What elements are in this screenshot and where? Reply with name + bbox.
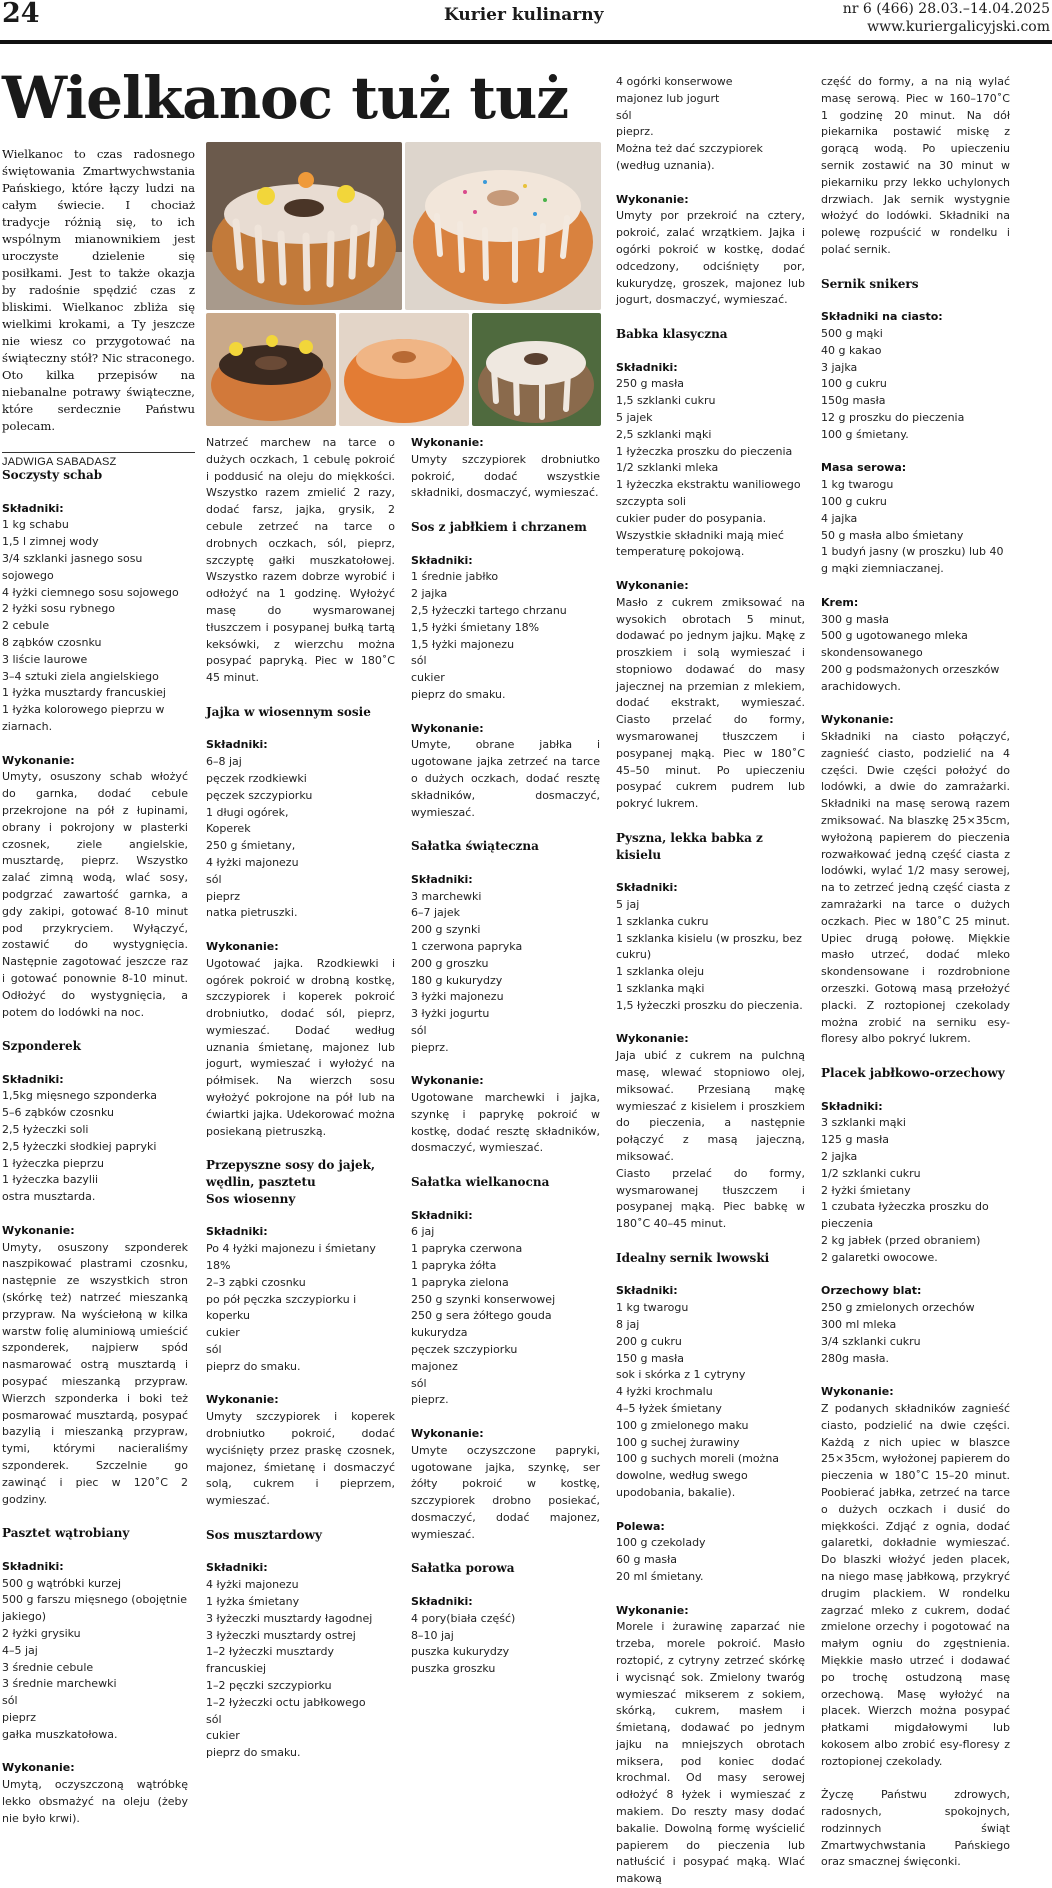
section-label: Składniki:	[2, 501, 64, 515]
ingredient-line: 180 g kukurydzy	[411, 973, 503, 987]
ingredient-line: cukier	[206, 1326, 240, 1340]
ingredient-line: 200 g groszku	[411, 956, 489, 970]
spacer	[2, 1508, 188, 1525]
ingredient-line: sól	[411, 654, 427, 668]
recipe-title: Sałatka świąteczna	[411, 839, 539, 854]
ingredient-line: 200 g szynki	[411, 923, 481, 937]
ingredient-line: Po 4 łyżki majonezu i śmietany 18%	[206, 1242, 376, 1273]
ingredient-line: sok i skórka z 1 cytryny	[616, 1368, 746, 1382]
recipe-instructions: Składniki na ciasto połączyć, zagnieść ciasto, podzielić na 4 części. Dwie części położyć do lodówki, a dwie do zamrażarki. Składniki na masę serową razem zmiksować. Na blaszkę 25×35cm, wyłożoną papierem do pieczenia rozwałkować jedną część ciasta z lodówki, wylać 1/2 masy serowej, na to zetrzeć jedną część ciasta z zamrażarki na tarce o dużych oczkach. Piec w 180˚C 25 minut. Upiec drugą połowę. Miękkie masło utrzeć, dodać mleko skondensowane i rozdrobnione orzeszki. Gotową masą przełożyć placki. Z roztopionej czekolady można zrobić na serniku esy-floresy albo pokryć lukrem.	[821, 730, 1010, 1046]
ingredient-line: 8–10 jaj	[411, 1628, 454, 1642]
ingredient-line: 2,5 łyżeczki słodkiej papryki	[2, 1139, 157, 1153]
section-label: Składniki:	[411, 1594, 473, 1608]
ingredient-line: 4 łyżki majonezu	[206, 1578, 299, 1592]
section-label: Składniki:	[616, 881, 678, 895]
spacer	[2, 1021, 188, 1038]
section-label: Wykonanie:	[411, 1427, 484, 1441]
ingredient-line: 1 szklanka oleju	[616, 965, 705, 979]
author-byline: JADWIGA SABADASZ	[2, 452, 195, 468]
ingredient-line: 40 g kakao	[821, 343, 882, 357]
ingredient-line: 3/4 szklanki jasnego sosu sojowego	[2, 551, 143, 582]
ingredient-line: 4 łyżki majonezu	[206, 855, 299, 869]
section-label: Orzechowy blat:	[821, 1284, 922, 1298]
ingredient-line: pieprz.	[411, 1393, 449, 1407]
recipe-title: Sos wiosenny	[206, 1191, 296, 1206]
ingredient-line: 250 g sera żółtego gouda	[411, 1309, 552, 1323]
ingredient-line: Wszystkie składniki mają mieć temperaturę pokojową.	[616, 528, 784, 559]
ingredient-line: 500 g wątróbki kurzej	[2, 1576, 122, 1590]
ingredient-line: ostra musztarda.	[2, 1190, 96, 1204]
spacer	[206, 721, 395, 738]
section-label: Wykonanie:	[206, 1393, 279, 1407]
ingredient-line: puszka groszku	[411, 1662, 496, 1676]
column-2	[206, 435, 395, 1762]
recipe-title: Szponderek	[2, 1039, 81, 1054]
section-label: Składniki:	[2, 1559, 64, 1573]
spacer	[411, 1056, 600, 1073]
spacer	[411, 1544, 600, 1561]
issue-info	[843, 0, 1050, 36]
column-3	[411, 435, 600, 1678]
section-label: Składniki na ciasto:	[821, 310, 943, 324]
ingredient-line: 1 czubata łyżeczka proszku do pieczenia	[821, 1200, 989, 1231]
recipe-instructions: Umyty szczypiorek drobniutko pokroić, dodać wszystkie składniki, dosmaczyć, wymieszać.	[411, 452, 600, 500]
recipe-instructions: część do formy, a na nią wylać masę serową. Piec w 160–170˚C 1 godzinę 20 minut. Na dół piekarnika postawić miskę z gorącą wodą. Po upieczeniu sernik zostawić na 30 minut w piekarniku przy lekko uchylonych drzwiach. Jak sernik wystygnie włożyć do lodówki. Składniki na polewę rozpuścić w rondelku i polać sernik.	[821, 75, 1010, 256]
ingredient-line: 4 ogórki konserwowe	[616, 75, 733, 88]
spacer	[411, 704, 600, 721]
spacer	[616, 309, 805, 326]
ingredient-line: majonez	[411, 1359, 458, 1373]
spacer	[616, 1586, 805, 1603]
section-label: Wykonanie:	[411, 721, 484, 735]
spacer	[616, 863, 805, 880]
ingredient-line: 1 papryka żółta	[411, 1259, 497, 1273]
ingredient-line: sól	[2, 1694, 18, 1708]
ingredient-line: 1 szklanka kisielu (w proszku, bez cukru)	[616, 931, 802, 962]
ingredient-line: 125 g masła	[821, 1133, 890, 1147]
ingredient-line: sól	[411, 1376, 427, 1390]
ingredient-line: pieprz do smaku.	[206, 1746, 301, 1760]
section-label: Składniki:	[2, 1072, 64, 1086]
recipe-instructions: Umyty szczypiorek i koperek drobniutko pokroić, dodać wyciśnięty przez praskę czosnek, majonez, śmietanę i dosmaczyć solą, cukrem i pieprzem, wymieszać.	[206, 1410, 395, 1508]
ingredient-line: 1/2 szklanki cukru	[821, 1166, 921, 1180]
ingredient-line: 150g masła	[821, 394, 886, 408]
recipe-title: Soczysty schab	[2, 468, 103, 482]
spacer	[411, 821, 600, 838]
recipe-instructions: Umyte oczyszczone papryki, ugotowane jajka, szynkę, ser żółty pokroić w kostkę, szczypiorek drobno posiekać, dosmaczyć, dodać majonez, wymieszać.	[411, 1443, 600, 1541]
ingredient-line: cukier	[206, 1729, 240, 1743]
ingredient-line: 3 średnie cebule	[2, 1660, 94, 1674]
ingredient-line: sól	[206, 872, 222, 886]
spacer	[616, 1015, 805, 1032]
ingredient-line: sól	[206, 1343, 222, 1357]
ingredient-line: 100 g suchej żurawiny	[616, 1435, 740, 1449]
ingredient-line: pieprz	[2, 1710, 37, 1724]
ingredient-line: 100 g zmielonego maku	[616, 1418, 749, 1432]
ingredient-line: 3 jajka	[821, 360, 858, 374]
ingredient-line: Koperek	[206, 822, 251, 836]
spacer	[2, 1055, 188, 1072]
spacer	[411, 502, 600, 519]
issue-number: nr 6 (466) 28.03.–14.04.2025	[842, 1, 1050, 17]
section-label: Wykonanie:	[411, 1074, 484, 1088]
ingredient-line: 1 łyżka musztardy francuskiej	[2, 686, 166, 700]
section-label: Składniki:	[616, 360, 678, 374]
ingredient-line: 1,5 l zimnej wody	[2, 535, 99, 549]
section-label: Wykonanie:	[206, 939, 279, 953]
recipe-instructions: Ciasto przelać do formy, wysmarowanej tłuszczem i posypanej mąką. Piec babkę w 180˚C 40–45 minut.	[616, 1166, 805, 1231]
ingredient-line: 4–5 łyżek śmietany	[616, 1401, 722, 1415]
ingredient-line: 4–5 jaj	[2, 1643, 38, 1657]
section-label: Wykonanie:	[2, 1223, 75, 1237]
ingredient-line: 100 g suchych moreli (można dowolne, według swego upodobania, bakalie).	[616, 1452, 780, 1499]
ingredient-line: 3 marchewki	[411, 889, 482, 903]
section-label: Wykonanie:	[2, 1761, 75, 1775]
ingredient-line: 150 g masła	[616, 1351, 685, 1365]
ingredient-line: pieprz do smaku.	[206, 1359, 301, 1373]
ingredient-line: 1,5kg mięsnego szponderka	[2, 1089, 157, 1103]
ingredient-line: 2,5 łyżeczki soli	[2, 1123, 89, 1137]
ingredient-line: pęczek rzodkiewki	[206, 771, 307, 785]
section-label: Składniki:	[206, 1561, 268, 1575]
ingredient-line: 3 łyżki jogurtu	[411, 1007, 490, 1021]
recipe-title: Idealny sernik lwowski	[616, 1250, 770, 1265]
orange-glazed-bundt-cake-photo	[339, 313, 469, 426]
ingredient-line: 1 papryka czerwona	[411, 1242, 523, 1256]
ingredient-line: 6–7 jajek	[411, 906, 460, 920]
ingredient-line: 3 liście laurowe	[2, 652, 88, 666]
ingredient-line: 250 g szynki konserwowej	[411, 1292, 556, 1306]
recipe-instructions: Z podanych składników zagnieść ciasto, podzielić na dwie części. Każdą z nich upiec w blaszce 25×35cm, wyłożonej papierem do pieczenia w 180˚C 15–20 minut. Poobierać jabłka, zetrzeć na tarce o dużych oczkach i dusić do miękkości. Zdjąć z ognia, dodać galaretki, dokładnie wymieszać. Do blaszki włożyć jeden placek, na niego masę jabłkową, przykryć drugim plackiem. W rondelku zagrzać mleko z cukrem, dodać zmielone orzechy i pogotować na małym ogniu do zgęstnienia. Miękkie masło utrzeć i dodawać po trochę ostudzoną masę orzechową. Masę wyłożyć na placek. Wierzch można posypać płatkami migdałowymi lub kokosem albo zrobić esy-floresy z roztopionej czekolady.	[821, 1401, 1010, 1768]
ingredient-line: 1–2 łyżeczki musztardy francuskiej	[206, 1645, 334, 1676]
ingredient-line: 4 pory(biała część)	[411, 1611, 516, 1625]
ingredient-line: pieprz.	[616, 125, 654, 139]
section-label: Składniki:	[411, 553, 473, 567]
ingredient-line: 500 g farszu mięsnego (obojętnie jakiego)	[2, 1593, 187, 1624]
spacer	[2, 1744, 188, 1761]
ingredient-line: 8 ząbków czosnku	[2, 635, 102, 649]
ingredient-line: 3 łyżeczki musztardy ostrej	[206, 1628, 356, 1642]
recipe-instructions: Masło z cukrem zmiksować na wysokich obrotach 5 minut, dodawać po jednym jajku. Mąkę z proszkiem i solą wymieszać i stopniowo dodawać do masy jajecznej na przemian z mlekiem, dodać ekstrakt, wymieszać. Ciasto przelać do formy, wysmarowanej tłuszczem i posypanej mąką. Piec w 180˚C 45–50 minut. Po upieczeniu posypać cukrem pudrem lub pokryć lukrem.	[616, 595, 805, 811]
ingredient-line: 2,5 łyżeczki tartego chrzanu	[411, 603, 567, 617]
spacer	[616, 343, 805, 360]
ingredient-line: 6–8 jaj	[206, 755, 242, 769]
ingredient-line: 1 łyżeczka ekstraktu waniliowego	[616, 478, 801, 492]
spacer	[206, 1544, 395, 1561]
ingredient-line: 1/2 szklanki mleka	[616, 461, 719, 475]
page-header	[0, 0, 1052, 42]
spacer	[821, 578, 1010, 595]
article-intro: Wielkanoc to czas radosnego świętowania Zmartwychwstania Pańskiego, które łączy ludzi na całym świecie. I chociaż tradycje różnią się, to ich wspólnym mianownikiem jest uroczyste dzielenie się posiłkami. Jest to także okazja by radośnie spędzić czas z bliskimi. Wielkanoc zbliża się wielkimi krokami, a Ty jeszcze nie wiesz co przygotować na świąteczny stół? Nic straconego. Oto kilka przepisów na niebanalne potrawy świąteczne, które serdecznie Państwu polecam.	[2, 147, 195, 433]
ingredient-line: 2 galaretki owocowe.	[821, 1250, 938, 1264]
recipe-title: Sos musztardowy	[206, 1527, 322, 1542]
spacer	[206, 922, 395, 939]
section-label: Wykonanie:	[616, 1032, 689, 1046]
recipe-title: Pyszna, lekka babka z kisielu	[616, 830, 763, 862]
spacer	[2, 484, 188, 501]
ingredient-line: 2 łyżki śmietany	[821, 1183, 911, 1197]
ingredient-line: 12 g proszku do pieczenia	[821, 410, 965, 424]
ingredient-line: 1 kg schabu	[2, 518, 69, 532]
ingredient-line: sól	[411, 1023, 427, 1037]
spacer	[2, 736, 188, 753]
spacer	[206, 1376, 395, 1393]
section-label: Wykonanie:	[821, 713, 894, 727]
ingredient-line: 300 g masła	[821, 612, 890, 626]
recipe-instructions: Ugotować jajka. Rzodkiewki i ogórek pokroić w drobną kostkę, szczypiorek i koperek pokroić drobniutko, dodać sól, pieprz, wymieszać. Dodać według uznania śmietanę, majonez lub jogurt, wymieszać i wyłożyć na półmisek. Na wierzch sosu wyłożyć pokrojone na pół lub na ćwiartki jajka. Udekorować można posiekaną pietruszką.	[206, 956, 395, 1138]
ingredient-line: gałka muszkatołowa.	[2, 1727, 118, 1741]
ingredient-line: 6 jaj	[411, 1225, 435, 1239]
section-label: Składniki:	[616, 1284, 678, 1298]
ingredient-line: 250 g masła	[616, 377, 685, 391]
ingredient-line: 100 g czekolady	[616, 1536, 706, 1550]
bundt-cake-with-chicks-photo	[206, 142, 402, 310]
spacer	[2, 1206, 188, 1223]
ingredient-line: 1,5 łyżki śmietany 18%	[411, 620, 540, 634]
ingredient-line: pęczek szczypiorku	[411, 1343, 518, 1357]
ingredient-line: 3 łyżeczki musztardy łagodnej	[206, 1611, 373, 1625]
ingredient-line: 1,5 łyżki majonezu	[411, 637, 515, 651]
ingredient-line: 5 jajek	[616, 410, 653, 424]
ingredient-line: 5–6 ząbków czosnku	[2, 1106, 114, 1120]
section-title: Kurier kulinarny	[444, 5, 604, 25]
ingredient-line: pieprz.	[411, 1040, 449, 1054]
ingredient-line: Można też dać szczypiorek (według uznania).	[616, 142, 763, 172]
ingredient-line: 250 g śmietany,	[206, 839, 296, 853]
article-title: Wielkanoc tuż tuż	[2, 64, 569, 132]
recipe-instructions: Umyty, osuszony schab włożyć do garnka, dodać cebule przekrojone na pół z łupinami, obrany i pokrojony w plasterki czosnek, ziele angielskie, musztardę, pieprz. Wszystko zalać zimną wodą, wlać sosy, podgrzać zawartość garnka, a gdy zakipi, gotować 8-10 minut pod przykryciem. Wyłączyć, zostawić do wystygnięcia. Następnie zagotować jeszcze raz i gotować ponownie 8-10 minut. Odłożyć do wystygnięcia, a potem do lodówki na noc.	[2, 770, 188, 1019]
ingredient-line: 280g masła.	[821, 1351, 890, 1365]
ingredient-line: cukier	[411, 671, 445, 685]
spacer	[821, 1770, 1010, 1787]
recipe-title: Sałatka porowa	[411, 1561, 515, 1576]
spacer	[411, 536, 600, 553]
ingredient-line: 500 g ugotowanego mleka skondensowanego	[821, 629, 968, 660]
ingredient-line: 1 długi ogórek,	[206, 805, 289, 819]
spacer	[411, 1191, 600, 1208]
bundt-cake-with-sprinkles-photo	[405, 142, 601, 310]
section-label: Wykonanie:	[2, 753, 75, 767]
section-label: Krem:	[821, 595, 859, 609]
ingredient-line: 200 g podsmażonych orzeszków arachidowych.	[821, 662, 1000, 693]
spacer	[616, 561, 805, 578]
ingredient-line: 1 łyżka kolorowego pieprzu w ziarnach.	[2, 703, 165, 733]
ingredient-line: 1 łyżeczka proszku do pieczenia	[616, 444, 793, 458]
chocolate-bundt-cake-photo	[206, 313, 336, 426]
recipe-instructions: Życzę Państwu zdrowych, radosnych, spokojnych, rodzinnych świąt Zmartwychwstania Pańskiego oraz smacznej święconki.	[821, 1788, 1010, 1869]
recipe-instructions: Jaja ubić z cukrem na pulchną masę, wlewać stopniowo olej, miksować. Przesianą mąkę wymieszać z kisielem i proszkiem do pieczenia, a następnie połączyć z masą jajeczną, miksować.	[616, 1049, 805, 1163]
header-rule	[0, 40, 1052, 44]
ingredient-line: majonez lub jogurt	[616, 91, 720, 105]
ingredient-line: 3/4 szklanki cukru	[821, 1334, 921, 1348]
ingredient-line: 2 jajka	[821, 1150, 858, 1163]
spacer	[616, 1267, 805, 1284]
spacer	[616, 1233, 805, 1250]
ingredient-line: 3 średnie marchewki	[2, 1677, 117, 1691]
recipe-instructions: Umyte, obrane jabłka i ugotowane jajka zetrzeć na tarce o dużych oczkach, dodać resztę składników, dosmaczyć, wymieszać.	[411, 738, 600, 819]
spacer	[821, 1048, 1010, 1065]
ingredient-line: 1 łyżka śmietany	[206, 1594, 300, 1608]
ingredient-line: szczypta soli	[616, 494, 686, 508]
ingredient-line: 1,5 szklanki cukru	[616, 394, 716, 408]
recipe-title: Sernik snikers	[821, 276, 919, 291]
section-label: Wykonanie:	[411, 436, 484, 449]
ingredient-line: 2 łyżki sosu rybnego	[2, 602, 115, 616]
ingredient-line: 5 jaj	[616, 898, 640, 912]
ingredient-line: 20 ml śmietany.	[616, 1569, 704, 1583]
ingredient-line: 2 łyżki grysiku	[2, 1626, 81, 1640]
recipe-title: Przepyszne sosy do jajek, wędlin, pasztetu	[206, 1158, 376, 1190]
spacer	[206, 1208, 395, 1225]
recipe-instructions: Umyty por przekroić na cztery, pokroić, zalać wrzątkiem. Jajka i ogórki pokroić w kostkę, dodać odcedzony, odciśnięty por, kukurydzę, groszek, majonez lub jogurt, dosmaczyć, wymieszać.	[616, 209, 805, 307]
spacer	[411, 1577, 600, 1594]
spacer	[206, 1510, 395, 1527]
ingredient-line: 200 g cukru	[616, 1334, 682, 1348]
recipe-title: Babka klasyczna	[616, 326, 728, 341]
spacer	[616, 1502, 805, 1519]
ingredient-line: 50 g masła albo śmietany	[821, 528, 964, 542]
page-number: 24	[2, 0, 40, 29]
ingredient-line: sól	[616, 108, 632, 122]
section-label: Składniki:	[206, 738, 268, 752]
ingredient-line: 1,5 łyżeczki proszku do pieczenia.	[616, 998, 803, 1012]
ingredient-line: 3–4 sztuki ziela angielskiego	[2, 669, 159, 683]
ingredient-line: sól	[206, 1712, 222, 1726]
ingredient-line: po pół pęczka szczypiorku i koperku	[206, 1292, 357, 1323]
recipe-title: Sos z jabłkiem i chrzanem	[411, 519, 587, 534]
ingredient-line: 250 g zmielonych orzechów	[821, 1301, 975, 1315]
ingredient-line: puszka kukurydzy	[411, 1645, 510, 1659]
spacer	[821, 1367, 1010, 1384]
ingredient-line: 1 czerwona papryka	[411, 939, 523, 953]
spacer	[821, 1082, 1010, 1099]
section-label: Wykonanie:	[616, 192, 689, 206]
section-label: Składniki:	[411, 872, 473, 886]
section-label: Masa serowa:	[821, 461, 907, 475]
column-1	[2, 467, 188, 1828]
ingredient-line: 4 jajka	[821, 511, 858, 525]
ingredient-line: 1 kg twarogu	[821, 478, 894, 492]
ingredient-line: 1 łyżeczka pieprzu	[2, 1156, 104, 1170]
ingredient-line: 1 budyń jasny (w proszku) lub 40 g mąki ziemniaczanej.	[821, 545, 1004, 576]
website-link[interactable]: www.kuriergalicyjski.com	[867, 19, 1050, 35]
ingredient-line: pęczek szczypiorku	[206, 788, 313, 802]
spacer	[411, 1157, 600, 1174]
ingredient-line: 4 łyżki ciemnego sosu sojowego	[2, 585, 179, 599]
spacer	[821, 1267, 1010, 1284]
recipe-instructions: Umytą, oczyszczoną wątróbkę lekko obsmażyć na oleju (żeby nie było krwi).	[2, 1778, 188, 1825]
section-label: Polewa:	[616, 1519, 665, 1533]
ingredient-line: 2,5 szklanki mąki	[616, 427, 712, 441]
ingredient-line: 2 kg jabłek (przed obraniem)	[821, 1233, 981, 1247]
ingredient-line: kukurydza	[411, 1326, 468, 1340]
ingredient-line: 1 papryka zielona	[411, 1275, 509, 1289]
ingredient-line: natka pietruszki.	[206, 906, 298, 920]
column-4	[616, 74, 805, 1888]
spacer	[411, 855, 600, 872]
ingredient-line: 3 szklanki mąki	[821, 1116, 906, 1130]
section-label: Składniki:	[411, 1208, 473, 1222]
recipe-title: Pasztet wątrobiany	[2, 1526, 130, 1541]
spacer	[821, 259, 1010, 276]
ingredient-line: 1 kg twarogu	[616, 1301, 689, 1315]
ingredient-line: 4 łyżki krochmalu	[616, 1385, 713, 1399]
recipe-title: Placek jabłkowo-orzechowy	[821, 1066, 1005, 1081]
ingredient-line: cukier puder do posypania.	[616, 511, 767, 525]
recipe-instructions: Natrzeć marchew na tarce o dużych oczkach, 1 cebulę pokroić i poddusić na oleju do miękkości. Wszystko razem zmielić 2 razy, dodać farsz, jajka, grysik, 2 cebule zetrzeć na tarce o drobnych oczkach, sól, pieprz, szczyptę gałki muszkatołowej. Wszystko razem dobrze wyrobić i odłożyć na 1 godzinę. Wyłożyć masę do wysmarowanej tłuszczem i posypanej bułką tartą keksówki, z wierzchu można posypać papryką. Piec w 180˚C 45 minut.	[206, 436, 395, 685]
ingredient-line: 1 szklanka mąki	[616, 982, 705, 996]
ingredient-line: 1 szklanka cukru	[616, 914, 709, 928]
ingredient-line: 2 jajka	[411, 587, 448, 601]
section-label: Wykonanie:	[616, 578, 689, 592]
ingredient-line: 2 cebule	[2, 619, 50, 633]
recipe-instructions: Ugotowane marchewki i jajka, szynkę i paprykę pokroić w kostkę, dodać resztę składników, dosmaczyć, wymieszać.	[411, 1091, 600, 1155]
column-5	[821, 74, 1010, 1871]
section-label: Wykonanie:	[821, 1385, 894, 1399]
ingredient-line: pieprz do smaku.	[411, 687, 506, 701]
recipe-instructions: Morele i żurawinę zaparzać nie trzeba, morele pokroić. Masło roztopić, z cytryny zetrzeć skórkę i wycisnąć sok. Zmielony twaróg wymieszać mikserem z sokiem, skórką, cukrem, masłem i śmietaną, dodawać po jednym jajku na mniejszych obrotach miksera, pod koniec dodać krochmal. Od masy serowej odłożyć 8 łyżek i wymieszać z makiem. Do reszty masy dodać bakalie. Dowolną formę wyścielić papierem do pieczenia lub natłuścić i posypać mąką. Wlać makową	[616, 1620, 805, 1886]
ingredient-line: 100 g śmietany.	[821, 427, 909, 441]
spacer	[821, 695, 1010, 712]
ingredient-line: 1 łyżeczka bazylii	[2, 1173, 99, 1187]
ingredient-line: 60 g masła	[616, 1553, 678, 1567]
recipe-title: Jajka w wiosennym sosie	[206, 704, 371, 719]
section-label: Składniki:	[206, 1225, 268, 1239]
spacer	[206, 1140, 395, 1157]
recipe-instructions: Umyty, osuszony szponderek naszpikować plastrami czosnku, następnie ze wszystkich stron (skórkę też) natrzeć mieszanką przypraw. Na wyściełoną w kilka warstw folię aluminiową umieścić szponderek, najpierw spód nasmarować ostrą musztardą i posypać mieszanką przypraw. Wierzch szponderka i boki też posmarować musztardą, posypać bazylią i mieszanką przypraw, tymi, którymi nacieraliśmy szponderek. Szczelnie go zawinąć i piec w 120˚C 2 godziny.	[2, 1240, 188, 1506]
ingredient-line: 8 jaj	[616, 1317, 640, 1331]
spacer	[616, 813, 805, 830]
spacer	[2, 1542, 188, 1559]
spacer	[411, 1409, 600, 1426]
marble-bundt-cake-photo	[472, 313, 601, 426]
recipe-title: Sałatka wielkanocna	[411, 1175, 550, 1190]
spacer	[821, 444, 1010, 461]
ingredient-line: 100 g cukru	[821, 377, 887, 391]
spacer	[206, 687, 395, 704]
section-label: Składniki:	[821, 1099, 883, 1113]
ingredient-line: 2–3 ząbki czosnku	[206, 1275, 306, 1289]
ingredient-line: 500 g mąki	[821, 326, 883, 340]
ingredient-line: 300 ml mleka	[821, 1317, 897, 1331]
ingredient-line: 1–2 pęczki szczypiorku	[206, 1678, 332, 1692]
ingredient-line: 1–2 łyżeczki octu jabłkowego	[206, 1695, 366, 1709]
spacer	[616, 175, 805, 192]
section-label: Wykonanie:	[616, 1603, 689, 1617]
ingredient-line: 100 g cukru	[821, 494, 887, 508]
ingredient-line: 3 łyżki majonezu	[411, 990, 504, 1004]
spacer	[821, 292, 1010, 309]
ingredient-line: pieprz	[206, 889, 241, 903]
ingredient-line: 1 średnie jabłko	[411, 570, 499, 584]
